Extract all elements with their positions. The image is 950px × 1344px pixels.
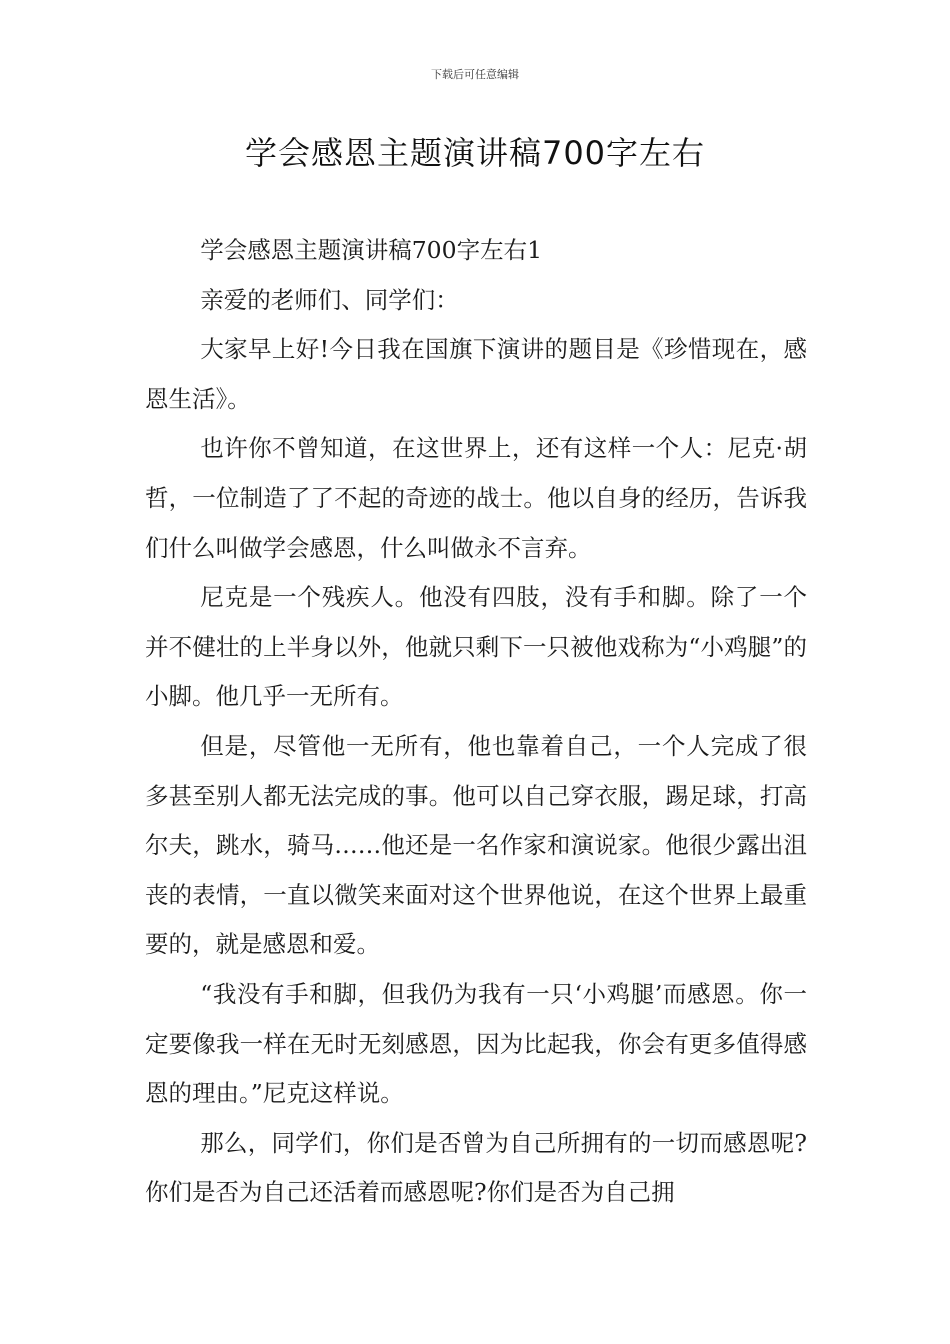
document-body xyxy=(145,226,807,1218)
body-paragraph: 但是，尽管他一无所有，他也靠着自己，一个人完成了很多甚至别人都无法完成的事。他可以自己穿衣服，踢足球，打高尔夫，跳水，骑马……他还是一名作家和演说家。他很少露出沮丧的表情，一直以微笑来面对这个世界他说，在这个世界上最重要的，就是感恩和爱。 xyxy=(145,731,807,959)
body-paragraph: 尼克是一个残疾人。他没有四肢，没有手和脚。除了一个并不健壮的上半身以外，他就只剩下一只被他戏称为“小鸡腿”的小脚。他几乎一无所有。 xyxy=(145,583,807,711)
section-heading: 学会感恩主题演讲稿700字左右1 xyxy=(200,236,543,264)
header-note: 下载后可任意编辑 xyxy=(431,68,519,81)
body-paragraph: 那么，同学们，你们是否曾为自己所拥有的一切而感恩呢?你们是否为自己还活着而感恩呢?你们是否为自己拥 xyxy=(145,1128,807,1207)
body-paragraph: 大家早上好!今日我在国旗下演讲的题目是《珍惜现在，感恩生活》。 xyxy=(145,335,807,413)
salutation-paragraph: 亲爱的老师们、同学们： xyxy=(200,285,459,314)
document-title: 学会感恩主题演讲稿700字左右 xyxy=(244,134,706,172)
quote-paragraph: “我没有手和脚，但我仍为我有一只‘小鸡腿’而感恩。你一定要像我一样在无时无刻感恩，因为比起我，你会有更多值得感恩的理由。”尼克这样说。 xyxy=(145,979,807,1108)
body-paragraph: 也许你不曾知道，在这世界上，还有这样一个人：尼克·胡哲，一位制造了了不起的奇迹的战士。他以自身的经历，告诉我们什么叫做学会感恩，什么叫做永不言弃。 xyxy=(145,434,807,562)
